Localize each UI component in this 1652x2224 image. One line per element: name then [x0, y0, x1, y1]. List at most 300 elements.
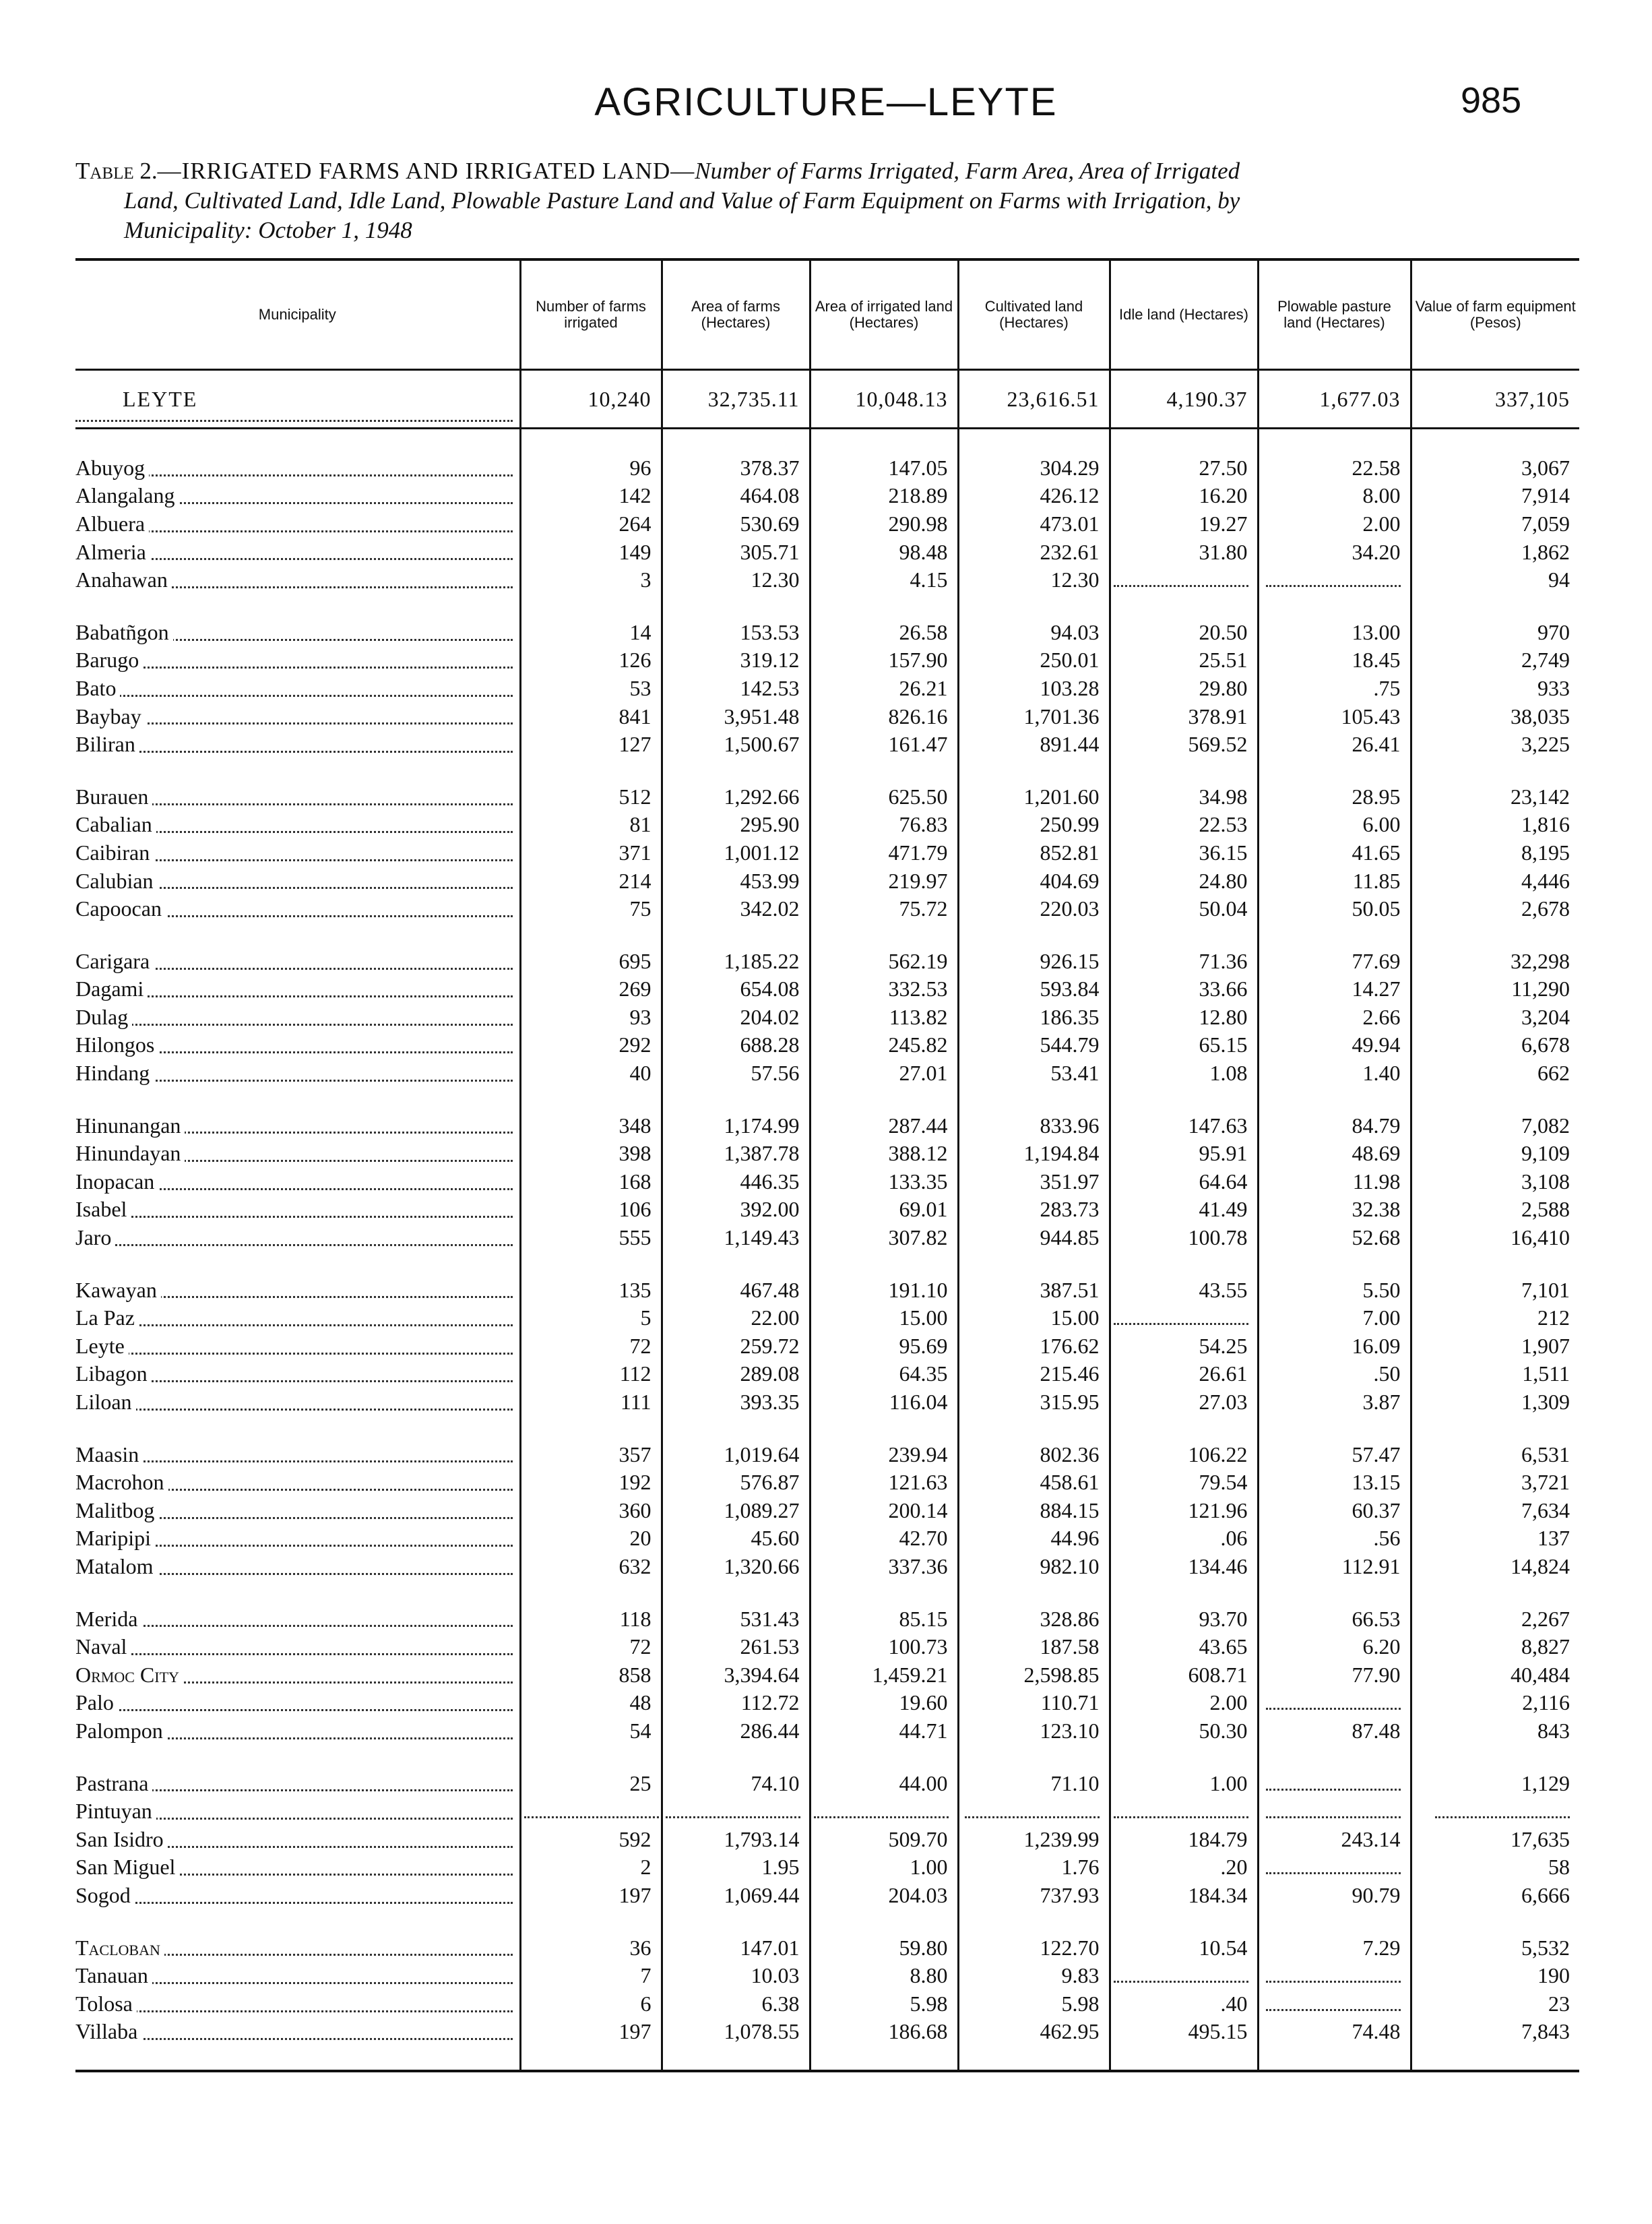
table-row — [75, 1496, 1579, 1524]
spacer-cell — [1411, 1580, 1579, 1605]
cell-equipment: 6,531 — [1411, 1440, 1579, 1469]
spacer-cell — [75, 1252, 520, 1276]
cell-equipment: 17,635 — [1411, 1825, 1579, 1853]
spacer-cell — [1258, 758, 1411, 782]
cell-cultivated: 232.61 — [958, 538, 1110, 566]
cell-farms: 292 — [520, 1031, 662, 1059]
spacer-cell — [520, 923, 662, 947]
group-spacer — [75, 2045, 1579, 2070]
cell-equipment: 3,721 — [1411, 1468, 1579, 1496]
municipality-name: Pintuyan — [75, 1799, 156, 1823]
cell-farms: 858 — [520, 1661, 662, 1689]
cell-cultivated: 802.36 — [958, 1440, 1110, 1469]
spacer-cell — [1110, 1252, 1258, 1276]
cell-pasture — [1258, 1853, 1411, 1882]
cell-farms: 14 — [520, 618, 662, 646]
spacer-cell — [1110, 2045, 1258, 2070]
spacer-cell — [810, 1745, 958, 1769]
empty-value-dash — [814, 1804, 949, 1818]
cell-idle: 43.55 — [1110, 1276, 1258, 1304]
municipality-cell — [75, 1003, 520, 1031]
cell-idle: 184.79 — [1110, 1825, 1258, 1853]
cell-farm-area: 1,019.64 — [662, 1440, 810, 1469]
cell-irrigated: 307.82 — [810, 1223, 958, 1252]
cell-farms: 357 — [520, 1440, 662, 1469]
cell-cultivated: 94.03 — [958, 618, 1110, 646]
municipality-name: Dulag — [75, 1005, 132, 1029]
caption-line3: Municipality: October 1, 1948 — [124, 217, 412, 243]
cell-farms: 841 — [520, 702, 662, 731]
cell-cultivated: 12.30 — [958, 565, 1110, 594]
cell-farm-area: 45.60 — [662, 1524, 810, 1553]
cell-idle: 147.63 — [1110, 1111, 1258, 1140]
spacer-cell — [75, 1087, 520, 1111]
municipality-name: Sogod — [75, 1883, 135, 1907]
municipality-name: San Isidro — [75, 1827, 168, 1851]
group-spacer — [75, 1416, 1579, 1440]
cell-cultivated — [958, 1797, 1110, 1825]
cell-cultivated: 315.95 — [958, 1388, 1110, 1416]
cell-idle: 54.25 — [1110, 1332, 1258, 1360]
cell-idle: 121.96 — [1110, 1496, 1258, 1524]
municipality-name: Caibiran — [75, 840, 154, 865]
spacer-cell — [1258, 1745, 1411, 1769]
cell-farm-area: 153.53 — [662, 618, 810, 646]
cell-pasture: 6.00 — [1258, 811, 1411, 839]
cell-farms: 168 — [520, 1167, 662, 1196]
cell-idle: 20.50 — [1110, 618, 1258, 646]
cell-equipment: 933 — [1411, 674, 1579, 702]
cell-cultivated: 1.76 — [958, 1853, 1110, 1882]
cell-pasture — [1258, 1989, 1411, 2018]
cell-idle: 184.34 — [1110, 1881, 1258, 1909]
col-header-farm-equipment-value: Value of farm equipment (Pesos) — [1411, 261, 1579, 370]
cell-irrigated: 245.82 — [810, 1031, 958, 1059]
municipality-name: Hindang — [75, 1061, 154, 1085]
cell-equipment: 7,634 — [1411, 1496, 1579, 1524]
cell-idle: 16.20 — [1110, 482, 1258, 510]
cell-equipment: 4,446 — [1411, 867, 1579, 895]
cell-equipment: 5,532 — [1411, 1934, 1579, 1962]
municipality-cell — [75, 1196, 520, 1224]
cell-idle: 378.91 — [1110, 702, 1258, 731]
cell-cultivated: 891.44 — [958, 730, 1110, 758]
data-table-container — [75, 258, 1579, 2072]
table-row — [75, 565, 1579, 594]
cell-pasture: 77.69 — [1258, 947, 1411, 975]
cell-idle — [1110, 565, 1258, 594]
municipality-cell — [75, 2018, 520, 2046]
table-row — [75, 1552, 1579, 1580]
cell-equipment: 23,142 — [1411, 782, 1579, 811]
spacer-cell — [1110, 758, 1258, 782]
cell-farm-area: 1,500.67 — [662, 730, 810, 758]
caption-line2: Land, Cultivated Land, Idle Land, Plowable Pasture Land and Value of Farm Equipment on Farms with Irrigation, by — [124, 187, 1240, 214]
municipality-cell — [75, 1552, 520, 1580]
cell-equipment: 1,129 — [1411, 1769, 1579, 1797]
spacer-cell — [1258, 923, 1411, 947]
municipality-cell — [75, 1223, 520, 1252]
table-row — [75, 1853, 1579, 1882]
page-number: 985 — [1461, 80, 1522, 121]
cell-equipment: 2,588 — [1411, 1196, 1579, 1224]
cell-farm-area: 3,951.48 — [662, 702, 810, 731]
cell-farms: 54 — [520, 1717, 662, 1745]
cell-cultivated: 426.12 — [958, 482, 1110, 510]
cell-farm-area: 446.35 — [662, 1167, 810, 1196]
cell-farm-area: 1,793.14 — [662, 1825, 810, 1853]
cell-equipment: 2,678 — [1411, 894, 1579, 923]
municipality-name: Maripipi — [75, 1526, 155, 1550]
cell-farm-area: 688.28 — [662, 1031, 810, 1059]
table-row — [75, 1139, 1579, 1167]
spacer-cell — [1258, 594, 1411, 618]
cell-idle: 33.66 — [1110, 975, 1258, 1003]
cell-farms: 197 — [520, 1881, 662, 1909]
total-equipment: 337,105 — [1411, 370, 1579, 429]
spacer-cell — [520, 1745, 662, 1769]
cell-farms: 371 — [520, 838, 662, 867]
table-row — [75, 1223, 1579, 1252]
cell-irrigated: 290.98 — [810, 509, 958, 538]
cell-farm-area: 453.99 — [662, 867, 810, 895]
cell-cultivated: 1,239.99 — [958, 1825, 1110, 1853]
cell-irrigated: 4.15 — [810, 565, 958, 594]
cell-irrigated: 5.98 — [810, 1989, 958, 2018]
table-row — [75, 674, 1579, 702]
cell-farms: 360 — [520, 1496, 662, 1524]
cell-pasture: 5.50 — [1258, 1276, 1411, 1304]
cell-pasture: 11.85 — [1258, 867, 1411, 895]
cell-farms: 348 — [520, 1111, 662, 1140]
table-row — [75, 1031, 1579, 1059]
municipality-cell — [75, 1769, 520, 1797]
cell-farms: 214 — [520, 867, 662, 895]
municipality-name: Biliran — [75, 732, 139, 756]
cell-farms: 695 — [520, 947, 662, 975]
empty-value-dash — [1435, 1804, 1570, 1818]
cell-cultivated: 458.61 — [958, 1468, 1110, 1496]
spacer-cell — [662, 1580, 810, 1605]
spacer-cell — [958, 1252, 1110, 1276]
cell-farm-area: 142.53 — [662, 674, 810, 702]
cell-cultivated: 187.58 — [958, 1632, 1110, 1661]
municipality-name: Liloan — [75, 1390, 136, 1414]
cell-farms: 20 — [520, 1524, 662, 1553]
municipality-name: Tacloban — [75, 1936, 164, 1960]
total-farms: 10,240 — [520, 370, 662, 429]
cell-irrigated: 157.90 — [810, 646, 958, 675]
cell-irrigated: 44.00 — [810, 1769, 958, 1797]
spacer-cell — [75, 1416, 520, 1440]
cell-equipment: 7,082 — [1411, 1111, 1579, 1140]
spacer-cell — [810, 758, 958, 782]
spacer-cell — [520, 1909, 662, 1934]
cell-cultivated: 176.62 — [958, 1332, 1110, 1360]
cell-irrigated: 113.82 — [810, 1003, 958, 1031]
cell-equipment: 137 — [1411, 1524, 1579, 1553]
municipality-cell — [75, 1167, 520, 1196]
spacer-cell — [958, 1087, 1110, 1111]
municipality-cell — [75, 1825, 520, 1853]
cell-cultivated: 123.10 — [958, 1717, 1110, 1745]
municipality-cell — [75, 1360, 520, 1388]
cell-irrigated: 204.03 — [810, 1881, 958, 1909]
cell-farms: 72 — [520, 1332, 662, 1360]
cell-cultivated: 186.35 — [958, 1003, 1110, 1031]
cell-irrigated: 218.89 — [810, 482, 958, 510]
cell-idle: 19.27 — [1110, 509, 1258, 538]
cell-equipment: 40,484 — [1411, 1661, 1579, 1689]
municipality-name: Burauen — [75, 784, 152, 809]
cell-cultivated: 103.28 — [958, 674, 1110, 702]
cell-cultivated: 304.29 — [958, 454, 1110, 482]
cell-idle: 22.53 — [1110, 811, 1258, 839]
cell-pasture — [1258, 1689, 1411, 1717]
empty-value-dash — [1114, 573, 1248, 587]
cell-farm-area: 654.08 — [662, 975, 810, 1003]
empty-value-dash — [965, 1804, 1100, 1818]
table-row — [75, 975, 1579, 1003]
municipality-name: Calubian — [75, 869, 158, 893]
cell-irrigated: 239.94 — [810, 1440, 958, 1469]
cell-farm-area: 295.90 — [662, 811, 810, 839]
cell-farm-area: 1,320.66 — [662, 1552, 810, 1580]
municipality-name: Alangalang — [75, 483, 179, 507]
table-row — [75, 1003, 1579, 1031]
cell-farm-area: 286.44 — [662, 1717, 810, 1745]
spacer-cell — [520, 1252, 662, 1276]
cell-irrigated: 191.10 — [810, 1276, 958, 1304]
spacer-cell — [1110, 1087, 1258, 1111]
municipality-name: Libagon — [75, 1361, 152, 1386]
table-row — [75, 1332, 1579, 1360]
spacer-cell — [810, 1416, 958, 1440]
total-irrigated: 10,048.13 — [810, 370, 958, 429]
spacer-cell — [520, 1416, 662, 1440]
spacer-cell — [662, 594, 810, 618]
municipality-cell — [75, 1276, 520, 1304]
spacer-cell — [520, 1580, 662, 1605]
municipality-cell — [75, 1468, 520, 1496]
cell-cultivated: 944.85 — [958, 1223, 1110, 1252]
cell-pasture: 22.58 — [1258, 454, 1411, 482]
cell-equipment: 8,827 — [1411, 1632, 1579, 1661]
empty-value-dash — [524, 1804, 659, 1818]
cell-farms: 106 — [520, 1196, 662, 1224]
municipality-cell — [75, 1717, 520, 1745]
group-spacer — [75, 429, 1579, 454]
cell-farm-area: 147.01 — [662, 1934, 810, 1962]
cell-farm-area: 259.72 — [662, 1332, 810, 1360]
cell-pasture: 90.79 — [1258, 1881, 1411, 1909]
municipality-name: Merida — [75, 1607, 141, 1631]
cell-pasture: 16.09 — [1258, 1332, 1411, 1360]
municipality-name: Ormoc City — [75, 1663, 183, 1687]
cell-farms: 632 — [520, 1552, 662, 1580]
cell-farm-area: 289.08 — [662, 1360, 810, 1388]
cell-farms: 75 — [520, 894, 662, 923]
spacer-cell — [810, 429, 958, 454]
cell-equipment: 32,298 — [1411, 947, 1579, 975]
empty-value-dash — [1114, 1311, 1248, 1325]
spacer-cell — [1411, 1416, 1579, 1440]
cell-farm-area: 576.87 — [662, 1468, 810, 1496]
cell-pasture: 41.65 — [1258, 838, 1411, 867]
spacer-cell — [662, 429, 810, 454]
empty-value-dash — [1266, 1997, 1401, 2011]
spacer-cell — [1110, 1580, 1258, 1605]
municipality-cell — [75, 730, 520, 758]
cell-farms: 592 — [520, 1825, 662, 1853]
table-row — [75, 646, 1579, 675]
cell-farms: 127 — [520, 730, 662, 758]
table-row — [75, 730, 1579, 758]
cell-cultivated: 250.99 — [958, 811, 1110, 839]
cell-farm-area: 1.95 — [662, 1853, 810, 1882]
municipality-cell — [75, 867, 520, 895]
caption-title: —IRRIGATED FARMS AND IRRIGATED LAND— — [157, 158, 695, 184]
cell-idle: 26.61 — [1110, 1360, 1258, 1388]
empty-value-dash — [1266, 1804, 1401, 1818]
cell-irrigated: 337.36 — [810, 1552, 958, 1580]
caption-lead: Table 2. — [75, 158, 158, 184]
page-title: AGRICULTURE—LEYTE — [594, 80, 1058, 124]
table-row — [75, 1276, 1579, 1304]
table-row — [75, 838, 1579, 867]
municipality-cell — [75, 1031, 520, 1059]
cell-irrigated: 19.60 — [810, 1689, 958, 1717]
table-row — [75, 1661, 1579, 1689]
cell-equipment: 2,116 — [1411, 1689, 1579, 1717]
cell-equipment: 662 — [1411, 1059, 1579, 1087]
cell-farm-area: 319.12 — [662, 646, 810, 675]
cell-farm-area: 22.00 — [662, 1303, 810, 1332]
municipality-cell — [75, 782, 520, 811]
cell-idle: .20 — [1110, 1853, 1258, 1882]
cell-cultivated: 884.15 — [958, 1496, 1110, 1524]
cell-equipment: 1,816 — [1411, 811, 1579, 839]
cell-irrigated: 26.58 — [810, 618, 958, 646]
cell-equipment — [1411, 1797, 1579, 1825]
cell-equipment: 2,749 — [1411, 646, 1579, 675]
municipality-name: Albuera — [75, 512, 149, 536]
cell-farms: 93 — [520, 1003, 662, 1031]
municipality-name: San Miguel — [75, 1855, 179, 1879]
municipality-name: Baybay — [75, 704, 146, 729]
cell-equipment: 6,666 — [1411, 1881, 1579, 1909]
cell-pasture: 14.27 — [1258, 975, 1411, 1003]
spacer-cell — [958, 1909, 1110, 1934]
cell-pasture: 243.14 — [1258, 1825, 1411, 1853]
cell-farm-area: 1,185.22 — [662, 947, 810, 975]
cell-pasture: 87.48 — [1258, 1717, 1411, 1745]
spacer-cell — [958, 923, 1110, 947]
cell-equipment: 23 — [1411, 1989, 1579, 2018]
cell-equipment: 970 — [1411, 618, 1579, 646]
cell-pasture — [1258, 565, 1411, 594]
cell-farm-area: 1,089.27 — [662, 1496, 810, 1524]
cell-irrigated: 15.00 — [810, 1303, 958, 1332]
group-spacer — [75, 1909, 1579, 1934]
cell-pasture: 2.00 — [1258, 509, 1411, 538]
spacer-cell — [958, 1580, 1110, 1605]
spacer-cell — [810, 594, 958, 618]
table-row — [75, 1989, 1579, 2018]
cell-farms: 142 — [520, 482, 662, 510]
cell-pasture: 52.68 — [1258, 1223, 1411, 1252]
caption-line1-rest: Number of Farms Irrigated, Farm Area, Area of Irrigated — [695, 158, 1240, 184]
municipality-cell — [75, 1524, 520, 1553]
cell-pasture: 8.00 — [1258, 482, 1411, 510]
cell-pasture: 3.87 — [1258, 1388, 1411, 1416]
col-header-farm-area: Area of farms (Hectares) — [662, 261, 810, 370]
empty-value-dash — [1266, 1696, 1401, 1710]
cell-cultivated: 387.51 — [958, 1276, 1110, 1304]
spacer-cell — [810, 1252, 958, 1276]
cell-idle: 12.80 — [1110, 1003, 1258, 1031]
cell-farms: 53 — [520, 674, 662, 702]
total-farm-area: 32,735.11 — [662, 370, 810, 429]
cell-irrigated: 509.70 — [810, 1825, 958, 1853]
spacer-cell — [1110, 429, 1258, 454]
cell-pasture: 60.37 — [1258, 1496, 1411, 1524]
cell-idle: 93.70 — [1110, 1605, 1258, 1633]
municipality-name: Naval — [75, 1634, 131, 1659]
cell-pasture: 57.47 — [1258, 1440, 1411, 1469]
cell-equipment: 38,035 — [1411, 702, 1579, 731]
cell-irrigated: 332.53 — [810, 975, 958, 1003]
cell-farm-area: 1,174.99 — [662, 1111, 810, 1140]
table-row — [75, 1303, 1579, 1332]
cell-cultivated: 833.96 — [958, 1111, 1110, 1140]
cell-idle: 71.36 — [1110, 947, 1258, 975]
municipality-name: Malitbog — [75, 1498, 158, 1522]
spacer-cell — [1258, 1580, 1411, 1605]
cell-irrigated: 59.80 — [810, 1934, 958, 1962]
cell-irrigated: 64.35 — [810, 1360, 958, 1388]
municipality-cell — [75, 1797, 520, 1825]
municipality-cell — [75, 482, 520, 510]
cell-farms: 555 — [520, 1223, 662, 1252]
table-header-row — [75, 261, 1579, 370]
cell-farm-area: 531.43 — [662, 1605, 810, 1633]
table-row — [75, 1388, 1579, 1416]
cell-idle: 36.15 — [1110, 838, 1258, 867]
cell-pasture: 6.20 — [1258, 1632, 1411, 1661]
cell-farm-area: 378.37 — [662, 454, 810, 482]
cell-cultivated: 15.00 — [958, 1303, 1110, 1332]
cell-equipment: 9,109 — [1411, 1139, 1579, 1167]
spacer-cell — [1258, 2045, 1411, 2070]
cell-irrigated: 69.01 — [810, 1196, 958, 1224]
cell-pasture: 112.91 — [1258, 1552, 1411, 1580]
municipality-cell — [75, 1881, 520, 1909]
cell-idle: 41.49 — [1110, 1196, 1258, 1224]
cell-idle: 27.50 — [1110, 454, 1258, 482]
cell-idle: 43.65 — [1110, 1632, 1258, 1661]
group-spacer — [75, 1745, 1579, 1769]
table-row — [75, 1524, 1579, 1553]
irrigated-farms-table — [75, 261, 1579, 2070]
cell-farm-area — [662, 1797, 810, 1825]
spacer-cell — [1110, 1416, 1258, 1440]
empty-value-dash — [666, 1804, 800, 1818]
cell-idle: 25.51 — [1110, 646, 1258, 675]
municipality-name: Babatñgon — [75, 620, 173, 644]
cell-irrigated: 200.14 — [810, 1496, 958, 1524]
total-pasture: 1,677.03 — [1258, 370, 1411, 429]
